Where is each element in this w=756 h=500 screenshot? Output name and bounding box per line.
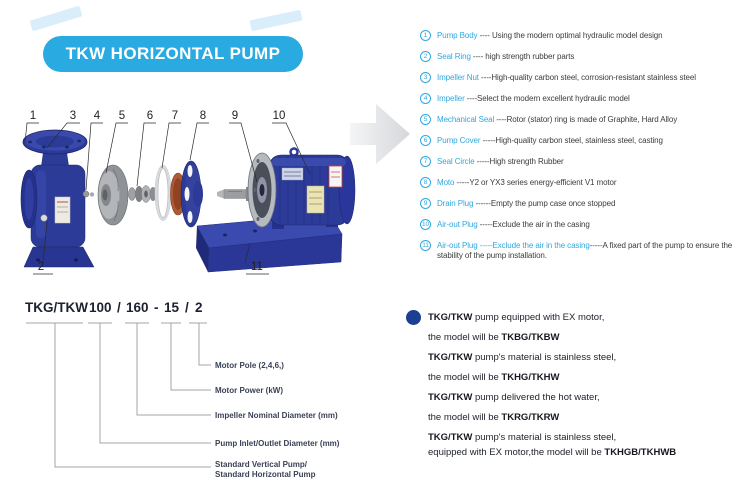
note-lead: TKG/TKW [428,392,473,403]
circled-number: 8 [420,177,431,188]
note-line [428,372,752,384]
pump-exploded-diagram [10,95,422,290]
note-text: the model will be [428,372,502,383]
part-name: Impeller [437,94,465,103]
model-nomenclature [25,300,380,496]
part-name: Air-out Plug -----Exclude the air in the casing [437,241,590,250]
note-line [428,392,752,404]
circled-number: 4 [420,93,431,104]
mechanical-seal-illustration [129,186,157,203]
parts-list-item [420,241,754,261]
note-text: pump's material is stainless steel, [472,432,617,443]
seal-circle-illustration [155,166,171,221]
parts-list-item [420,199,754,209]
parts-list-item [420,31,754,41]
parts-list-item [420,178,754,188]
parts-list-item [420,157,754,167]
note-text: the model will be [428,412,502,423]
ribbon-decoration [30,6,83,32]
part-number-label-5: 5 [118,110,126,122]
part-description: -----High-quality carbon steel, stainless steel, casting [480,136,663,145]
legend-standard-pump-line1: Standard Vertical Pump/ [215,460,308,469]
part-number-label-4: 4 [93,110,101,122]
part-name: Impeller Nut [437,73,479,82]
note-lead: TKG/TKW [428,352,473,363]
model-code-series: TKG/TKW [25,300,88,315]
model-code: TKBG/TKBW [501,332,560,343]
part-description: -----Y2 or YX3 series energy-efficient V1 motor [454,178,617,187]
bullet-icon [406,310,421,325]
part-description: ----Rotor (stator) ring is made of Graphite, Hard Alloy [494,115,678,124]
part-number-label-3: 3 [69,110,77,122]
circled-number: 7 [420,156,431,167]
page-title: TKW HORIZONTAL PUMP [65,44,281,63]
note-text: pump delivered the hot water, [472,392,600,403]
note-text: pump's material is stainless steel, [472,352,617,363]
parts-list-item [420,115,754,125]
note-line [428,312,752,324]
circled-number: 9 [420,198,431,209]
note-text: equipped with EX motor,the model will be [428,447,605,458]
model-code-pole: 2 [195,300,203,315]
part-description: -----Exclude the air in the casing [477,220,590,229]
part-number-label-8: 8 [199,110,207,122]
nomenclature-lines [25,300,380,496]
note-line [428,432,752,444]
part-number-label-9: 9 [231,110,239,122]
part-name: Seal Circle [437,157,475,166]
legend-inlet-outlet-diameter: Pump Inlet/Outlet Diameter (mm) [215,439,340,448]
note-line [428,332,752,344]
part-name: Drain Plug [437,199,474,208]
legend-motor-pole: Motor Pole (2,4,6,) [215,361,284,370]
part-number-label-10: 10 [272,110,286,122]
part-name: Mechanical Seal [437,115,495,124]
right-arrow-graphic [350,104,410,164]
model-code-sep: / [185,300,189,315]
model-code-sep: - [154,300,159,315]
part-description: -----High strength Rubber [474,157,564,166]
part-description: ---- high strength rubber parts [470,52,575,61]
parts-list-item [420,220,754,230]
note-line [428,352,752,364]
part-name: Moto [437,178,455,187]
note-lead: TKG/TKW [428,312,473,323]
part-number-label-2: 2 [37,261,45,273]
part-number-label-1: 1 [29,110,37,122]
model-code: TKHGB/TKHWB [604,447,677,458]
circled-number: 11 [420,240,431,251]
part-number-label-11: 11 [251,261,263,273]
impeller-nut-illustration [83,191,94,197]
part-description: ---- Using the modern optimal hydraulic model design [477,31,663,40]
circled-number: 2 [420,51,431,62]
parts-list [420,31,754,272]
parts-list-item [420,73,754,83]
circled-number: 6 [420,135,431,146]
model-code-impeller: 160 [126,300,149,315]
legend-motor-power: Motor Power (kW) [215,386,283,395]
note-lead: TKG/TKW [428,432,473,443]
parts-list-item [420,94,754,104]
part-description: -----A fixed part of the pump to ensure the stability of the pump installation. [437,241,733,260]
variant-notes [402,303,752,467]
model-code-inlet: 100 [89,300,112,315]
note-line [428,447,752,459]
part-description: ----Select the modern excellent hydraulic model [464,94,630,103]
parts-list-item [420,136,754,146]
part-number-label-7: 7 [171,110,179,122]
part-name: Pump Body [437,31,478,40]
ribbon-decoration [249,10,302,32]
legend-impeller-diameter: Impeller Nominal Diameter (mm) [215,411,338,420]
motor-illustration [248,149,355,230]
model-code-power: 15 [164,300,180,315]
circled-number: 5 [420,114,431,125]
impeller-illustration [98,165,128,225]
model-code: TKRG/TKRW [501,412,560,423]
title-banner [43,36,303,72]
circled-number: 3 [420,72,431,83]
model-code: TKHG/TKHW [501,372,560,383]
parts-list-item [420,52,754,62]
pump-body-illustration [21,130,94,267]
model-code-sep: / [117,300,121,315]
part-description: ----High-quality carbon steel, corrosion-resistant stainless steel [478,73,696,82]
part-name: Pump Cover [437,136,481,145]
note-text: pump equipped with EX motor, [472,312,605,323]
part-description: ------Empty the pump case once stopped [473,199,616,208]
part-name: Seal Ring [437,52,471,61]
part-name: Air-out Plug [437,220,478,229]
circled-number: 10 [420,219,431,230]
legend-standard-pump-line2: Standard Horizontal Pump [215,470,316,479]
part-number-label-6: 6 [146,110,154,122]
pump-cover-illustration [171,161,204,227]
note-line [428,412,752,424]
note-text: the model will be [428,332,502,343]
circled-number: 1 [420,30,431,41]
